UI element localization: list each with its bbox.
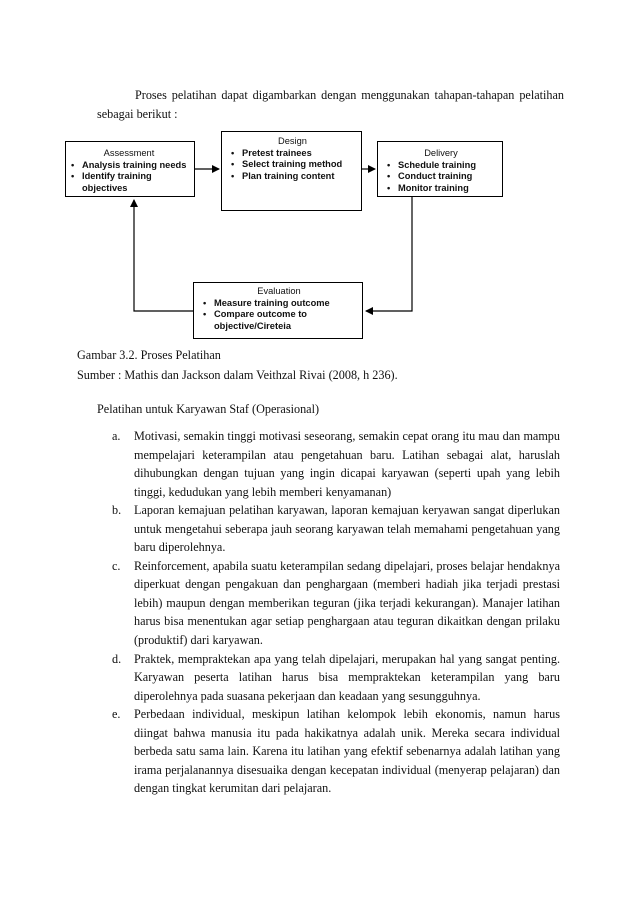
list-item (112, 650, 560, 706)
factor-list (112, 427, 560, 798)
list-item (112, 427, 560, 501)
evaluation-box (193, 282, 363, 339)
list-marker: e. (112, 707, 121, 722)
list-marker: b. (112, 503, 122, 518)
design-item: • Select training method (228, 159, 357, 171)
design-item: • Plan training content (228, 171, 357, 183)
assessment-box (65, 141, 195, 197)
delivery-item: • Conduct training (384, 171, 498, 183)
assessment-title: Assessment (103, 148, 155, 158)
design-box (221, 131, 362, 211)
list-item (112, 705, 560, 798)
list-marker: a. (112, 429, 121, 443)
list-item-text: Motivasi, semakin tinggi motivasi seseorang, semakin cepat orang itu mau dan mampu mempelajari keterampilan atau pengetahuan baru. Latihan sebagai alat, haruslah dihubungkan dengan tujuan yang ingin dicapai karyawan (seperti upah yang lebih tinggi, kedudukan yang lebih memberi kenyamanan) (134, 429, 560, 499)
list-item (112, 501, 560, 557)
design-item: • Pretest trainees (228, 148, 357, 160)
delivery-item: • Monitor training (384, 183, 498, 195)
section-subheading: Pelatihan untuk Karyawan Staf (Operasional) (97, 402, 320, 416)
list-item (112, 557, 560, 650)
assessment-item: • Analysis training needs (68, 160, 190, 172)
list-item-text: Praktek, mempraktekan apa yang telah dipelajari, merupakan hal yang sangat penting. Karyawan peserta latihan harus bisa mempraktekan keterampilan yang baru diperolehnya pada suasana pekerjaan dan keadaan yang sesungguhnya. (134, 651, 560, 703)
list-marker: c. (112, 558, 121, 573)
list-item-text: Perbedaan individual, meskipun latihan kelompok lebih ekonomis, namun harus diingat bahwa manusia itu pada hakikatnya adalah unik. Mereka secara individual berbeda satu sama lain. Karena itu latihan yang efektif sebenarnya adalah latihan yang irama perjalanannya disesuaika dengan kecepatan individual (menyerap pelajaran) dan dengan tingkat kerumitan dari pelajaran. (134, 707, 560, 796)
figure-source: Sumber : Mathis dan Jackson dalam Veithzal Rivai (2008, h 236). (77, 368, 398, 382)
delivery-item: • Schedule training (384, 160, 498, 172)
evaluation-item: • Measure training outcome (200, 298, 358, 310)
figure-caption: Gambar 3.2. Proses Pelatihan (77, 348, 221, 362)
delivery-box (377, 141, 503, 197)
intro-paragraph: Proses pelatihan dapat digambarkan dengan menggunakan tahapan-tahapan pelatihan sebagai berikut : (97, 88, 564, 122)
list-item-text: Laporan kemajuan pelatihan karyawan, laporan kemajuan keryawan sangat diperlukan untuk mengetahui seberapa jauh seorang karyawan telah memahami pengetahuan yang baru diperolehnya. (134, 503, 560, 555)
evaluation-item: • Compare outcome to objective/Cireteia (200, 309, 358, 332)
design-title: Design (278, 136, 307, 146)
list-marker: d. (112, 651, 122, 666)
arrow-evaluation-to-assessment (134, 200, 193, 311)
list-item-text: Reinforcement, apabila suatu keterampilan sedang dipelajari, proses belajar hendaknya diperkuat dengan pengakuan dan penghargaan (memberi hadiah jika terjadi prestasi lebih) maupun dengan memberikan teguran (jika terjadi kekurangan). Manajer latihan harus bisa menentukan agar setiap penghargaan atau teguran dikaitkan dengan prilaku (produktif) dari karyawan. (134, 558, 560, 648)
assessment-item: • Identify training objectives (68, 171, 190, 194)
arrow-delivery-to-evaluation (366, 197, 412, 311)
evaluation-title: Evaluation (257, 286, 301, 296)
delivery-title: Delivery (424, 148, 458, 158)
